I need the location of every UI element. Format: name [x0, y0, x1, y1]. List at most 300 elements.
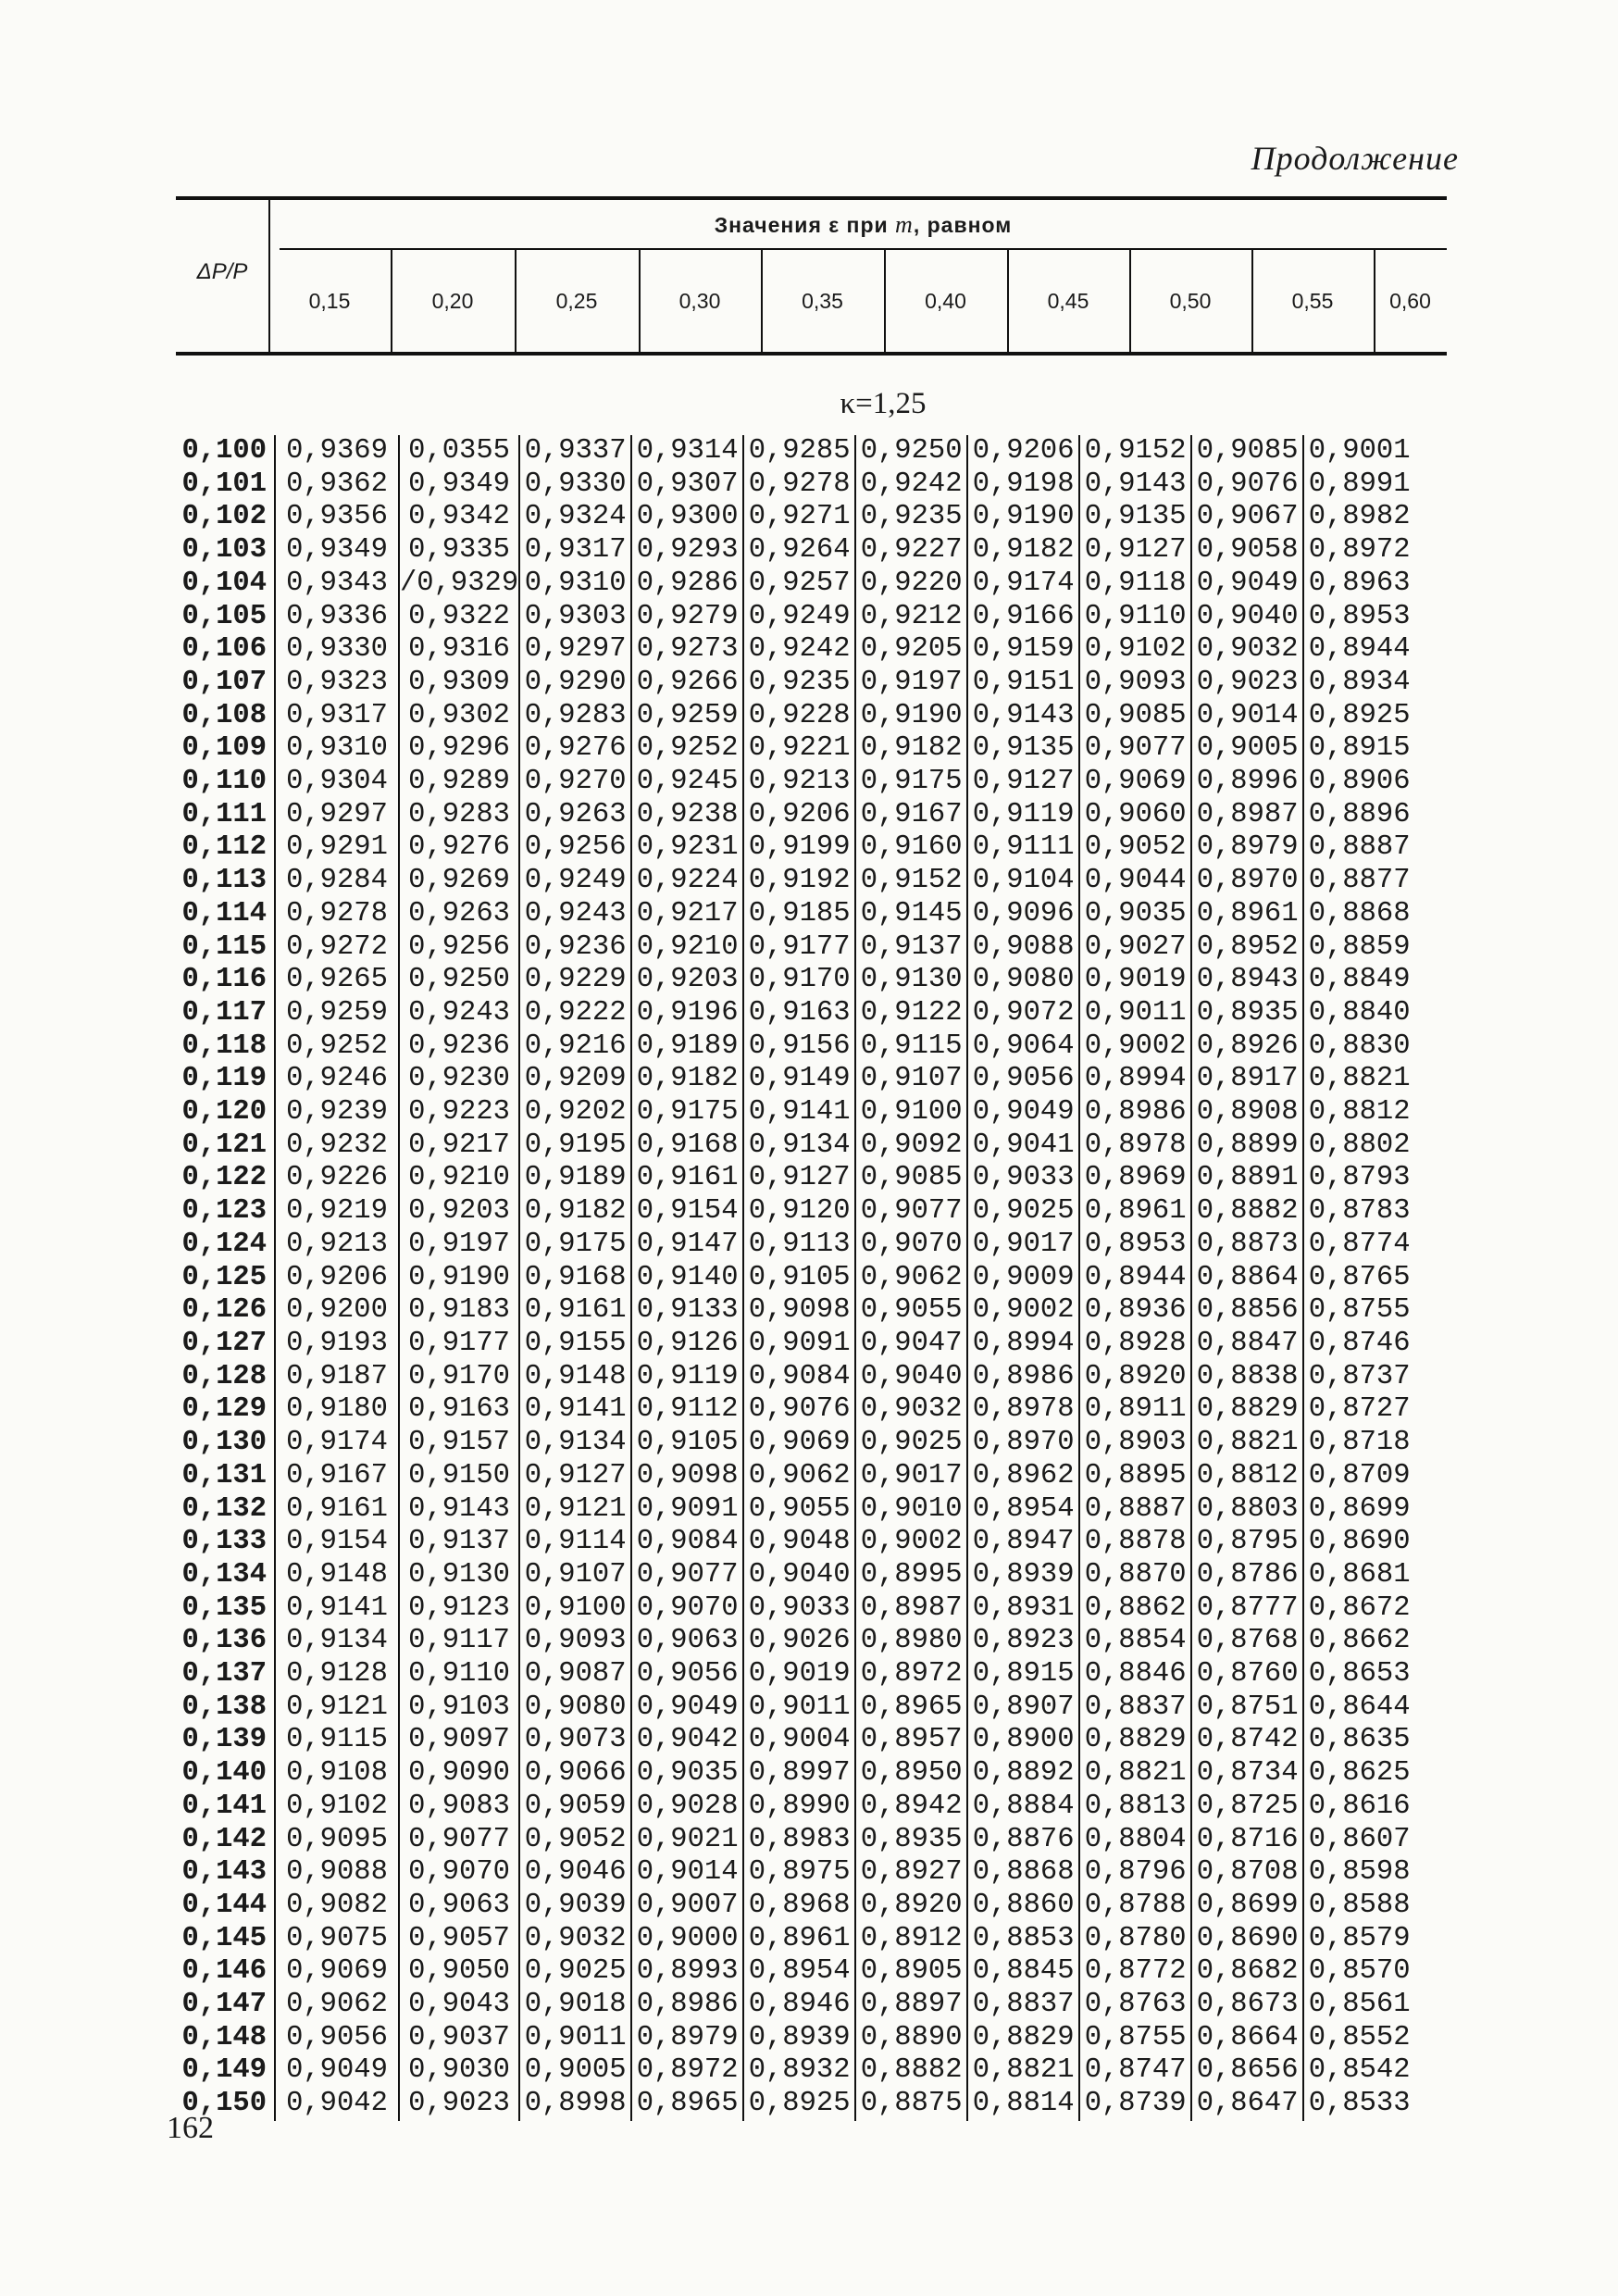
table-cell: 0,9202 — [519, 1096, 631, 1129]
table-cell: 0,9213 — [743, 766, 855, 799]
table-cell: 0,8845 — [967, 1955, 1079, 1989]
table-cell: 0,9030 — [399, 2054, 519, 2088]
table-cell: 0,8598 — [1303, 1856, 1414, 1890]
table-cell: 0,8931 — [967, 1592, 1079, 1626]
table-cell: 0,9088 — [967, 931, 1079, 965]
table-cell: 0,9055 — [855, 1294, 967, 1328]
table-cell: 0,8854 — [1079, 1625, 1191, 1658]
table-row — [167, 700, 1414, 733]
table-cell: 0,9103 — [399, 1691, 519, 1725]
table-cell: 0,9150 — [399, 1460, 519, 1493]
section-label-text: κ=1,25 — [840, 387, 927, 420]
group-header-suffix: , равном — [913, 213, 1013, 237]
table-row — [167, 964, 1414, 997]
table-cell: 0,9264 — [743, 534, 855, 568]
table-cell: 0,8953 — [1079, 1229, 1191, 1262]
table-cell: 0,8975 — [743, 1856, 855, 1890]
table-cell: 0,9121 — [519, 1493, 631, 1527]
table-cell: 0,9159 — [967, 633, 1079, 667]
table-row — [167, 1691, 1414, 1725]
table-cell: 0,9183 — [399, 1294, 519, 1328]
table-cell: 0,9066 — [519, 1757, 631, 1791]
table-cell: 0,9206 — [275, 1262, 399, 1295]
table-cell: 0,9221 — [743, 732, 855, 766]
table-cell: 0,9203 — [631, 964, 743, 997]
column-header: 0,55 — [1291, 289, 1334, 313]
table-cell: 0,8780 — [1079, 1923, 1191, 1956]
table-cell: 0,9097 — [399, 1724, 519, 1757]
table-cell: 0,9107 — [855, 1063, 967, 1096]
table-cell: 0,9135 — [1079, 501, 1191, 534]
table-cell: 0,9212 — [855, 601, 967, 634]
table-cell: 0,8561 — [1303, 1989, 1414, 2022]
table-cell: 0,9217 — [399, 1129, 519, 1163]
table-cell: 0,9042 — [275, 2088, 399, 2121]
table-cell: 0,8625 — [1303, 1757, 1414, 1791]
table-row — [167, 732, 1414, 766]
table-cell: 0,8746 — [1303, 1328, 1414, 1361]
table-cell: 0,8934 — [1303, 667, 1414, 700]
table-cell: 0,9224 — [631, 865, 743, 898]
table-cell: 0,9250 — [855, 435, 967, 468]
table-cell: 0,9026 — [743, 1625, 855, 1658]
table-cell: 0,9297 — [275, 799, 399, 832]
table-cell: 0,9119 — [967, 799, 1079, 832]
table-cell: 0,9088 — [275, 1856, 399, 1890]
table-cell: 0,9182 — [631, 1063, 743, 1096]
table-cell: 0,9048 — [743, 1526, 855, 1559]
table-cell: 0,9286 — [631, 568, 743, 601]
table-cell: 0,9143 — [399, 1493, 519, 1527]
table-cell: 0,9134 — [743, 1129, 855, 1163]
table-cell: 0,9272 — [275, 931, 399, 965]
table-row — [167, 1129, 1414, 1163]
column-divider — [761, 250, 763, 352]
column-divider — [1251, 250, 1253, 352]
table-cell: 0,8774 — [1303, 1229, 1414, 1262]
table-cell: 0,9075 — [275, 1923, 399, 1956]
table-cell: 0,9168 — [631, 1129, 743, 1163]
table-row — [167, 468, 1414, 502]
table-cell: 0,8788 — [1079, 1890, 1191, 1923]
table-cell: 0,9044 — [1079, 865, 1191, 898]
table-row — [167, 1526, 1414, 1559]
table-cell: 0,9107 — [519, 1559, 631, 1592]
row-label: 0,138 — [181, 1691, 267, 1723]
table-cell: 0,8716 — [1191, 1824, 1303, 1857]
row-label: 0,113 — [181, 865, 267, 897]
table-cell: 0,8994 — [1079, 1063, 1191, 1096]
table-cell: 0,9174 — [275, 1427, 399, 1460]
table-cell: 0,9163 — [399, 1393, 519, 1427]
table-cell: 0,9019 — [743, 1658, 855, 1691]
table-cell: 0,9077 — [631, 1559, 743, 1592]
stub-header: ΔP/P — [196, 259, 248, 284]
table-cell: 0,9062 — [743, 1460, 855, 1493]
table-cell: 0,9177 — [399, 1328, 519, 1361]
table-cell: 0,8912 — [855, 1923, 967, 1956]
row-label: 0,135 — [181, 1591, 267, 1624]
column-divider — [391, 250, 392, 352]
table-cell: 0,9187 — [275, 1361, 399, 1394]
table-cell: 0,8662 — [1303, 1625, 1414, 1658]
table-cell: 0,9189 — [631, 1030, 743, 1064]
table-cell: 0,9310 — [519, 568, 631, 601]
table-cell: 0,9283 — [399, 799, 519, 832]
table-cell: 0,9069 — [743, 1427, 855, 1460]
table-cell: 0,8849 — [1303, 964, 1414, 997]
table-row — [167, 1923, 1414, 1956]
table-cell: 0,9141 — [743, 1096, 855, 1129]
table-cell: 0,8907 — [967, 1691, 1079, 1725]
table-cell: 0,9243 — [399, 997, 519, 1030]
table-cell: 0,9011 — [1079, 997, 1191, 1030]
table-cell: 0,8952 — [1191, 931, 1303, 965]
table-cell: 0,9252 — [275, 1030, 399, 1064]
table-cell: 0,9058 — [1191, 534, 1303, 568]
table-cell: /0,9329 — [400, 567, 519, 599]
table-cell: 0,9156 — [743, 1030, 855, 1064]
table-cell: 0,8840 — [1303, 997, 1414, 1030]
table-cell: 0,9160 — [855, 831, 967, 865]
table-cell: 0,8772 — [1079, 1955, 1191, 1989]
table-cell: 0,8656 — [1191, 2054, 1303, 2088]
row-label: 0,144 — [181, 1889, 267, 1921]
table-row — [167, 1030, 1414, 1064]
table-cell: 0,9189 — [519, 1162, 631, 1195]
table-cell: 0,9005 — [1191, 732, 1303, 766]
table-cell: 0,9060 — [1079, 799, 1191, 832]
table-cell: 0,9077 — [399, 1824, 519, 1857]
table-cell: 0,8821 — [1079, 1757, 1191, 1791]
table-cell: 0,8917 — [1191, 1063, 1303, 1096]
row-label: 0,110 — [181, 766, 267, 798]
table-cell: 0,8987 — [1191, 799, 1303, 832]
table-cell: 0,9108 — [275, 1757, 399, 1791]
table-cell: 0,8755 — [1079, 2022, 1191, 2055]
table-cell: 0,8870 — [1079, 1559, 1191, 1592]
table-row — [167, 931, 1414, 965]
table-cell: 0,8997 — [743, 1757, 855, 1791]
table-cell: 0,9095 — [275, 1824, 399, 1857]
table-cell: 0,9049 — [631, 1691, 743, 1725]
table-cell: 0,9070 — [631, 1592, 743, 1626]
table-cell: 0,8699 — [1303, 1493, 1414, 1527]
table-cell: 0,8783 — [1303, 1195, 1414, 1229]
table-cell: 0,9335 — [399, 534, 519, 568]
table-cell: 0,9102 — [1079, 633, 1191, 667]
table-row — [167, 1625, 1414, 1658]
table-cell: 0,8734 — [1191, 1757, 1303, 1791]
table-cell: 0,9014 — [1191, 700, 1303, 733]
table-cell: 0,9126 — [631, 1328, 743, 1361]
table-cell: 0,8962 — [967, 1460, 1079, 1493]
table-row — [167, 831, 1414, 865]
table-cell: 0,9122 — [855, 997, 967, 1030]
table-cell: 0,9177 — [743, 931, 855, 965]
table-cell: 0,9049 — [275, 2054, 399, 2088]
table-row — [167, 898, 1414, 931]
table-cell: 0,9343 — [275, 568, 399, 601]
row-label: 0,146 — [181, 1955, 267, 1988]
table-cell: 0,8892 — [967, 1757, 1079, 1791]
table-cell: 0,9070 — [399, 1856, 519, 1890]
table-cell: 0,9098 — [631, 1460, 743, 1493]
row-label: 0,147 — [181, 1989, 267, 2021]
table-cell: 0,8814 — [967, 2088, 1079, 2121]
table-cell: 0,9284 — [275, 865, 399, 898]
table-cell: 0,9049 — [1191, 568, 1303, 601]
table-cell: 0,9266 — [631, 667, 743, 700]
table-cell: 0,9230 — [399, 1063, 519, 1096]
table-cell: 0,8804 — [1079, 1824, 1191, 1857]
table-cell: 0,8821 — [1191, 1427, 1303, 1460]
table-cell: 0,9324 — [519, 501, 631, 534]
table-cell: 0,8830 — [1303, 1030, 1414, 1064]
table-cell: 0,8868 — [967, 1856, 1079, 1890]
table-cell: 0,9092 — [855, 1129, 967, 1163]
table-cell: 0,9040 — [855, 1361, 967, 1394]
table-cell: 0,9033 — [743, 1592, 855, 1626]
table-cell: 0,9039 — [519, 1890, 631, 1923]
table-cell: 0,8996 — [1191, 766, 1303, 799]
table-cell: 0,9197 — [855, 667, 967, 700]
table-cell: 0,9349 — [399, 468, 519, 502]
table-cell: 0,9336 — [275, 601, 399, 634]
row-label: 0,128 — [181, 1360, 267, 1392]
table-cell: 0,8882 — [1191, 1195, 1303, 1229]
table-cell: 0,9064 — [967, 1030, 1079, 1064]
table-cell: 0,9259 — [275, 997, 399, 1030]
table-cell: 0,9127 — [1079, 534, 1191, 568]
column-header: 0,20 — [431, 289, 474, 313]
column-header: 0,40 — [925, 289, 966, 313]
table-cell: 0,8920 — [1079, 1361, 1191, 1394]
table-cell: 0,9110 — [1079, 601, 1191, 634]
table-cell: 0,9119 — [631, 1361, 743, 1394]
table-cell: 0,8954 — [967, 1493, 1079, 1527]
table-cell: 0,8812 — [1191, 1460, 1303, 1493]
table-cell: 0,9025 — [855, 1427, 967, 1460]
table-cell: 0,8681 — [1303, 1559, 1414, 1592]
table-cell: 0,9115 — [855, 1030, 967, 1064]
table-cell: 0,9093 — [519, 1625, 631, 1658]
column-divider — [1129, 250, 1131, 352]
table-row — [167, 1493, 1414, 1527]
table-cell: 0,9070 — [855, 1229, 967, 1262]
table-cell: 0,8672 — [1303, 1592, 1414, 1626]
table-cell: 0,9229 — [519, 964, 631, 997]
page-number: 162 — [167, 2111, 214, 2145]
table-cell: 0,8616 — [1303, 1791, 1414, 1824]
table-cell: 0,8837 — [967, 1989, 1079, 2022]
table-cell: 0,8906 — [1303, 766, 1414, 799]
table-cell: 0,8664 — [1191, 2022, 1303, 2055]
table-row — [167, 1393, 1414, 1427]
table-cell: 0,8986 — [1079, 1096, 1191, 1129]
table-cell: 0,9002 — [967, 1294, 1079, 1328]
table-cell: 0,8994 — [967, 1328, 1079, 1361]
group-header-var: m — [895, 211, 914, 238]
table-cell: 0,8739 — [1079, 2088, 1191, 2121]
table-cell: 0,8927 — [855, 1856, 967, 1890]
column-header: 0,35 — [802, 289, 843, 313]
table-cell: 0,8795 — [1191, 1526, 1303, 1559]
table-cell: 0,9141 — [275, 1592, 399, 1626]
table-cell: 0,9210 — [631, 931, 743, 965]
table-cell: 0,9007 — [631, 1890, 743, 1923]
table-cell: 0,9250 — [399, 964, 519, 997]
table-cell: 0,8690 — [1303, 1526, 1414, 1559]
table-cell: 0,8802 — [1303, 1129, 1414, 1163]
table-cell: 0,9175 — [631, 1096, 743, 1129]
table-cell: 0,9296 — [399, 732, 519, 766]
table-cell: 0,8978 — [967, 1393, 1079, 1427]
table-cell: 0,9243 — [519, 898, 631, 931]
table-cell: 0,9217 — [631, 898, 743, 931]
table-row — [167, 1955, 1414, 1989]
table-cell: 0,9310 — [275, 732, 399, 766]
column-header: 0,45 — [1047, 289, 1089, 313]
table-cell: 0,9050 — [399, 1955, 519, 1989]
table-cell: 0,9180 — [275, 1393, 399, 1427]
table-cell: 0,9143 — [967, 700, 1079, 733]
table-cell: 0,9223 — [399, 1096, 519, 1129]
table-cell: 0,8900 — [967, 1724, 1079, 1757]
table-row — [167, 1294, 1414, 1328]
table-cell: 0,9182 — [855, 732, 967, 766]
table-cell: 0,9076 — [743, 1393, 855, 1427]
table-row — [167, 568, 1414, 601]
table-cell: 0,9369 — [275, 435, 399, 468]
table-cell: 0,9263 — [399, 898, 519, 931]
table-row — [167, 2022, 1414, 2055]
table-cell: 0,8983 — [743, 1824, 855, 1857]
table-cell: 0,9330 — [275, 633, 399, 667]
table-row — [167, 2088, 1414, 2121]
table-cell: 0,8926 — [1191, 1030, 1303, 1064]
table-cell: 0,9148 — [275, 1559, 399, 1592]
table-cell: 0,8860 — [967, 1890, 1079, 1923]
table-cell: 0,9127 — [743, 1162, 855, 1195]
table-cell: 0,9137 — [855, 931, 967, 965]
table-cell: 0,8944 — [1079, 1262, 1191, 1295]
table-cell: 0,9154 — [275, 1526, 399, 1559]
table-cell: 0,9222 — [519, 997, 631, 1030]
table-cell: 0,9190 — [399, 1262, 519, 1295]
table-cell: 0,8935 — [1191, 997, 1303, 1030]
table-cell: 0,9290 — [519, 667, 631, 700]
table-row — [167, 1427, 1414, 1460]
table-cell: 0,9069 — [1079, 766, 1191, 799]
table-cell: 0,9256 — [399, 931, 519, 965]
table-cell: 0,9009 — [967, 1262, 1079, 1295]
table-cell: 0,8895 — [1079, 1460, 1191, 1493]
table-cell: 0,9043 — [399, 1989, 519, 2022]
table-cell: 0,9120 — [743, 1195, 855, 1229]
column-divider — [1374, 250, 1375, 352]
table-cell: 0,9210 — [399, 1162, 519, 1195]
row-label: 0,124 — [181, 1228, 267, 1260]
table-cell: 0,9190 — [855, 700, 967, 733]
table-cell: 0,8911 — [1079, 1393, 1191, 1427]
table-cell: 0,9059 — [519, 1791, 631, 1824]
table-cell: 0,9155 — [519, 1328, 631, 1361]
table-cell: 0,9087 — [519, 1658, 631, 1691]
table-cell: 0,8542 — [1303, 2054, 1414, 2088]
table-cell: 0,9192 — [743, 865, 855, 898]
table-cell: 0,8897 — [855, 1989, 967, 2022]
table-cell: 0,9161 — [631, 1162, 743, 1195]
row-label: 0,117 — [181, 996, 267, 1029]
table-cell: 0,9019 — [1079, 964, 1191, 997]
header-sub-rule — [280, 248, 1447, 250]
table-cell: 0,9052 — [519, 1824, 631, 1857]
table-cell: 0,9167 — [855, 799, 967, 832]
table-cell: 0,9276 — [399, 831, 519, 865]
table-cell: 0,9072 — [967, 997, 1079, 1030]
row-label: 0,139 — [181, 1724, 267, 1756]
table-cell: 0,9195 — [519, 1129, 631, 1163]
table-cell: 0,9021 — [631, 1824, 743, 1857]
table-cell: 0,9113 — [743, 1229, 855, 1262]
table-row — [167, 766, 1414, 799]
table-cell: 0,9206 — [967, 435, 1079, 468]
table-cell: 0,9316 — [399, 633, 519, 667]
table-cell: 0,9049 — [967, 1096, 1079, 1129]
table-cell: 0,9151 — [967, 667, 1079, 700]
table-cell: 0,9130 — [855, 964, 967, 997]
table-cell: 0,9037 — [399, 2022, 519, 2055]
table-row — [167, 799, 1414, 832]
row-label: 0,125 — [181, 1261, 267, 1293]
table-cell: 0,9069 — [275, 1955, 399, 1989]
table-row — [167, 667, 1414, 700]
row-label: 0,122 — [181, 1162, 267, 1194]
column-header: 0,60 — [1389, 289, 1431, 313]
table-cell: 0,9123 — [399, 1592, 519, 1626]
row-label: 0,121 — [181, 1129, 267, 1161]
table-cell: 0,9148 — [519, 1361, 631, 1394]
table-cell: 0,9279 — [631, 601, 743, 634]
table-cell: 0,9140 — [631, 1262, 743, 1295]
table-cell: 0,9167 — [275, 1460, 399, 1493]
table-cell: 0,9056 — [967, 1063, 1079, 1096]
table-cell: 0,9249 — [743, 601, 855, 634]
row-label: 0,142 — [181, 1823, 267, 1855]
table-cell: 0,9018 — [519, 1989, 631, 2022]
column-header: 0,30 — [678, 289, 721, 313]
table-cell: 0,8847 — [1191, 1328, 1303, 1361]
table-cell: 0,9304 — [275, 766, 399, 799]
table-cell: 0,8821 — [967, 2054, 1079, 2088]
table-cell: 0,8887 — [1079, 1493, 1191, 1527]
table-cell: 0,9002 — [855, 1526, 967, 1559]
table-cell: 0,8903 — [1079, 1427, 1191, 1460]
table-cell: 0,9198 — [967, 468, 1079, 502]
table-cell: 0,8829 — [1079, 1724, 1191, 1757]
table-cell: 0,8635 — [1303, 1724, 1414, 1757]
table-cell: 0,9239 — [275, 1096, 399, 1129]
table-cell: 0,8953 — [1303, 601, 1414, 634]
table-cell: 0,8579 — [1303, 1923, 1414, 1956]
table-cell: 0,8755 — [1303, 1294, 1414, 1328]
table-top-rule — [176, 196, 1447, 200]
table-cell: 0,9137 — [399, 1526, 519, 1559]
row-label: 0,119 — [181, 1063, 267, 1095]
table-cell: 0,9157 — [399, 1427, 519, 1460]
table-cell: 0,9152 — [855, 865, 967, 898]
